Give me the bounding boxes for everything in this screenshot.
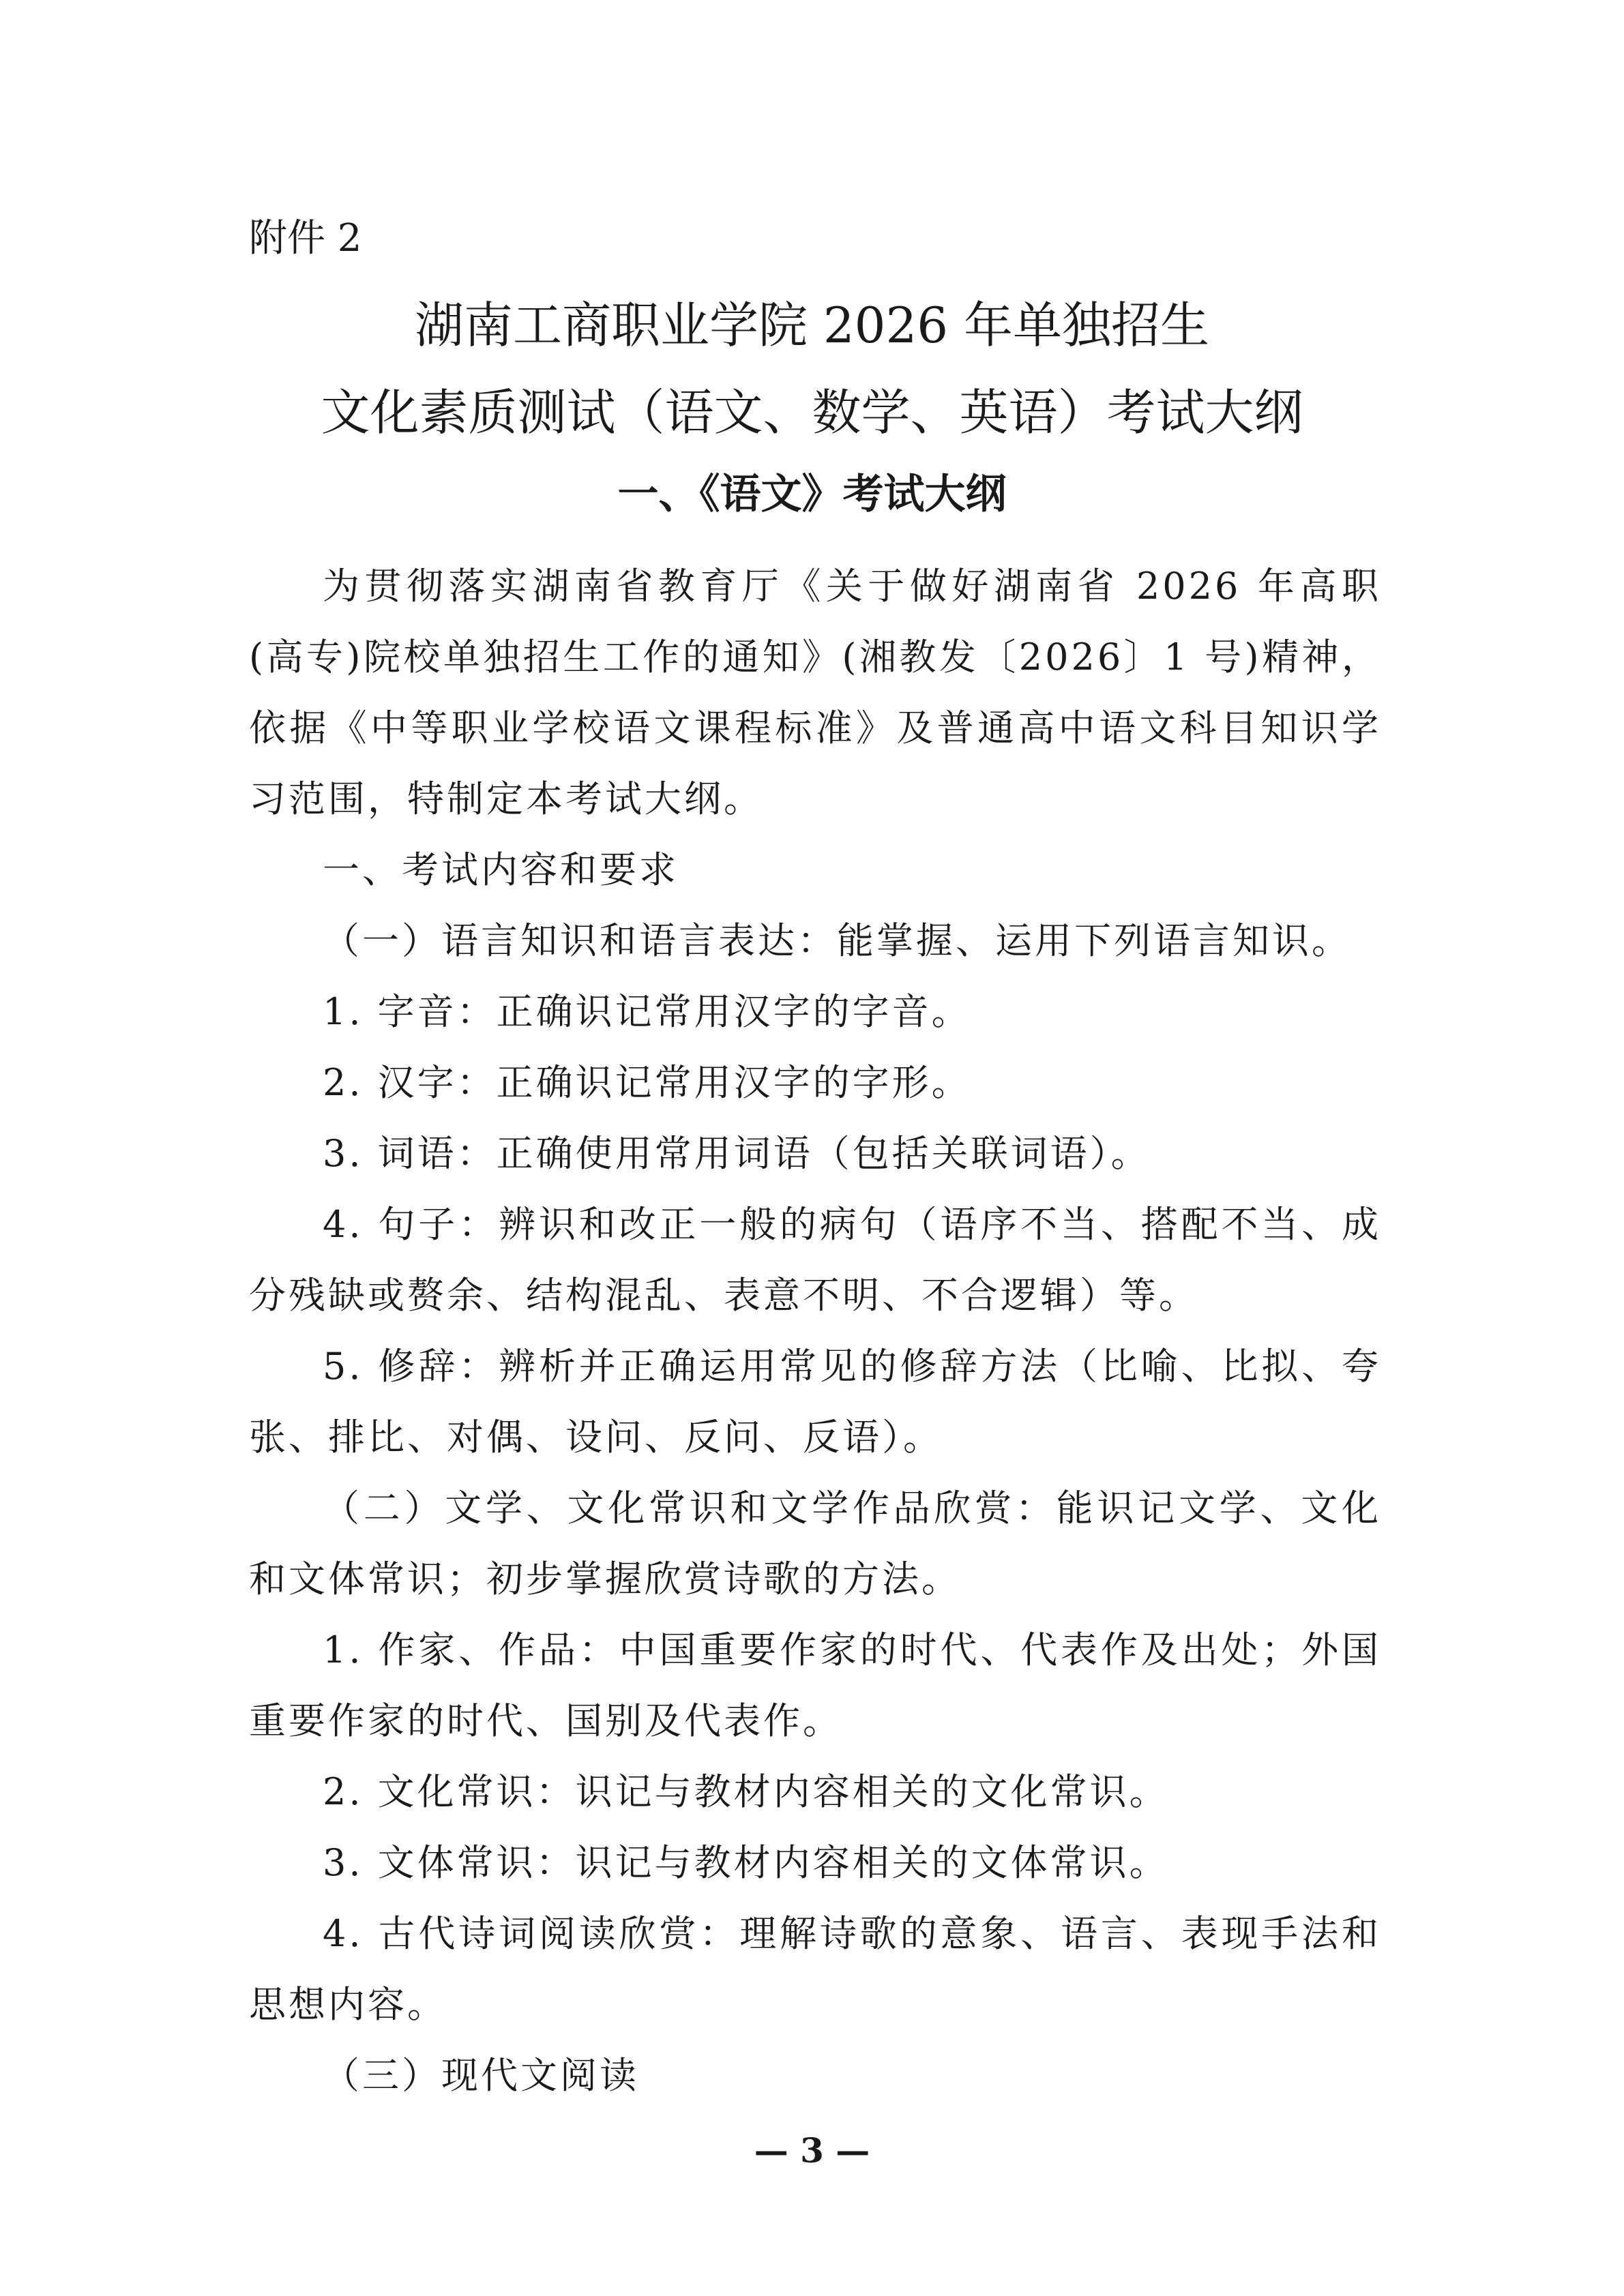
list-item: 4. 古代诗词阅读欣赏：理解诗歌的意象、语言、表现手法和思想内容。 bbox=[249, 1912, 1381, 2026]
document-body bbox=[249, 551, 1381, 2111]
annex-label: 附件 2 bbox=[249, 216, 362, 260]
document-title-line-1: 湖南工商职业学院 2026 年单独招生 bbox=[414, 297, 1209, 354]
list-item: 1. 作家、作品：中国重要作家的时代、代表作及出处；外国重要作家的时代、国别及代表作。 bbox=[249, 1628, 1381, 1742]
list-item: 2. 文化常识：识记与教材内容相关的文化常识。 bbox=[323, 1770, 1169, 1813]
section-title: 一、《语文》考试大纲 bbox=[617, 471, 1007, 518]
list-item: 4. 句子：辨识和改正一般的病句（语序不当、搭配不当、成分残缺或赘余、结构混乱、表意不明、不合逻辑）等。 bbox=[249, 1203, 1381, 1317]
heading-exam-content: 一、考试内容和要求 bbox=[323, 848, 679, 891]
list-item: 5. 修辞：辨析并正确运用常见的修辞方法（比喻、比拟、夸张、排比、对偶、设问、反问、反语）。 bbox=[249, 1345, 1381, 1459]
subheading-modern-reading: （三）现代文阅读 bbox=[323, 2054, 639, 2097]
subheading-literature: （二）文学、文化常识和文学作品欣赏：能识记文学、文化和文体常识；初步掌握欣赏诗歌的方法。 bbox=[249, 1487, 1381, 1600]
list-item: 2. 汉字：正确识记常用汉字的字形。 bbox=[323, 1061, 971, 1104]
intro-paragraph: 为贯彻落实湖南省教育厅《关于做好湖南省 2026 年高职(高专)院校单独招生工作的通知》(湘教发〔2026〕1 号)精神，依据《中等职业学校语文课程标准》及普通高中语文科目知识学习范围，特制定本考试大纲。 bbox=[249, 565, 1381, 820]
list-item: 3. 文体常识：识记与教材内容相关的文体常识。 bbox=[323, 1841, 1169, 1884]
subheading-language-knowledge: （一）语言知识和语言表达：能掌握、运用下列语言知识。 bbox=[323, 919, 1351, 962]
document-title-line-2: 文化素质测试（语文、数学、英语）考试大纲 bbox=[321, 384, 1303, 441]
list-item: 1. 字音：正确识记常用汉字的字音。 bbox=[323, 990, 971, 1033]
list-item: 3. 词语：正确使用常用词语（包括关联词语）。 bbox=[323, 1132, 1151, 1175]
page-number: — 3 — bbox=[754, 2130, 870, 2171]
